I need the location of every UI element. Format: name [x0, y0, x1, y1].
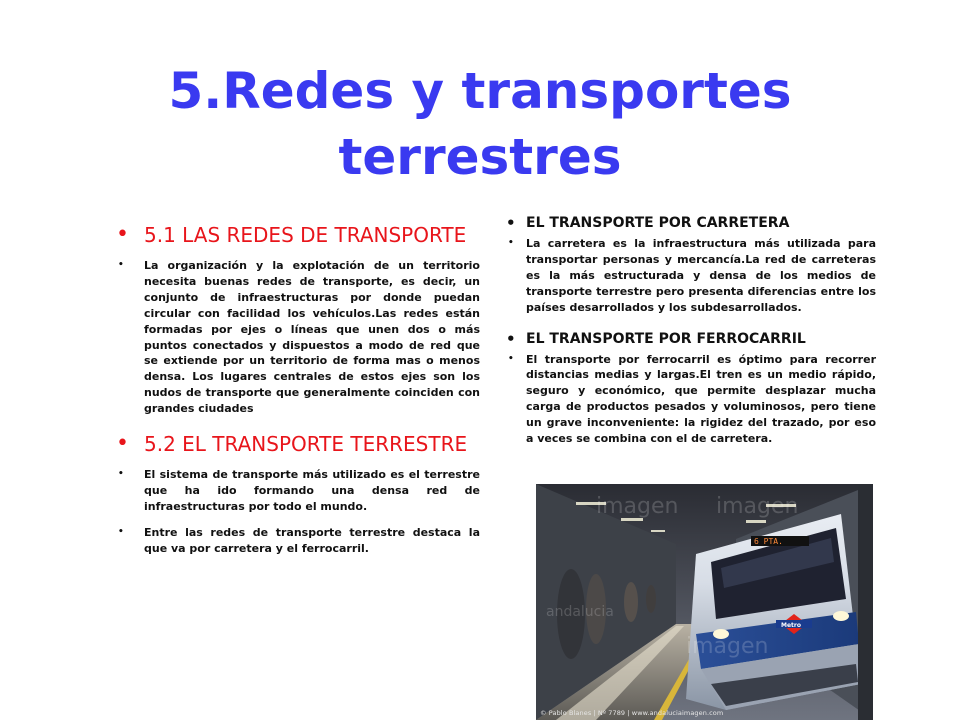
metro-train-photo [536, 484, 873, 720]
rail-transport-text: • El transporte por ferrocarril es óptimo para recorrer distancias medias y largas.El tren es un medio rápido, seguro y económico, que permite desplazar mucha carga de productos pesados y voluminosos, pero tiene un grave inconveniente: la rigidez del trazado, por eso a veces se combina con el de carretera. [506, 352, 876, 447]
road-transport-heading: • EL TRANSPORTE POR CARRETERA [506, 214, 876, 232]
train-destination-display: 6 PTA. [754, 537, 783, 546]
section-text-land-transport-1: • El sistema de transporte más utilizado es el terrestre que ha ido formando una densa red de infraestructuras por todo el mundo. [116, 467, 480, 515]
metro-train-illustration [536, 484, 873, 720]
section-text-land-transport-2: • Entre las redes de transporte terrestre destaca la que va por carretera y el ferrocarril. [116, 525, 480, 557]
right-column [506, 214, 876, 457]
section-heading-land-transport: • 5.2 EL TRANSPORTE TERRESTRE [116, 431, 480, 457]
watermark-3: andalucia [546, 604, 614, 620]
slide-title: 5.Redes y transportes terrestres [168, 62, 792, 186]
metro-logo-text: Metro [781, 622, 801, 629]
watermark-1: imagen [596, 494, 679, 519]
watermark-4: imagen [686, 634, 769, 659]
section-heading-networks: • 5.1 LAS REDES DE TRANSPORTE [116, 222, 480, 248]
watermark-2: imagen [716, 494, 799, 519]
rail-transport-heading: • EL TRANSPORTE POR FERROCARRIL [506, 330, 876, 348]
section-text-networks: • La organización y la explotación de un territorio necesita buenas redes de transporte, es decir, un conjunto de infraestructuras por donde puedan circular con facilidad los vehículos.Las redes están formadas por ejes o líneas que unen dos o más puntos conectados y dispuestos a modo de red que se extiende por un territorio de forma mas o menos densa. Los lugares centrales de estos ejes son los nudos de transporte que generalmente coinciden con grandes ciudades [116, 258, 480, 417]
road-transport-text: • La carretera es la infraestructura más utilizada para transportar personas y mercancía.La red de carreteras es la más estructurada y densa de los medios de transporte terrestre pero presenta diferencias entre los países desarrollados y los subdesarrollados. [506, 236, 876, 316]
photo-credit: © Pablo Blanes | Nº 7789 | www.andaluciaimagen.com [540, 709, 724, 717]
left-column [116, 222, 480, 567]
